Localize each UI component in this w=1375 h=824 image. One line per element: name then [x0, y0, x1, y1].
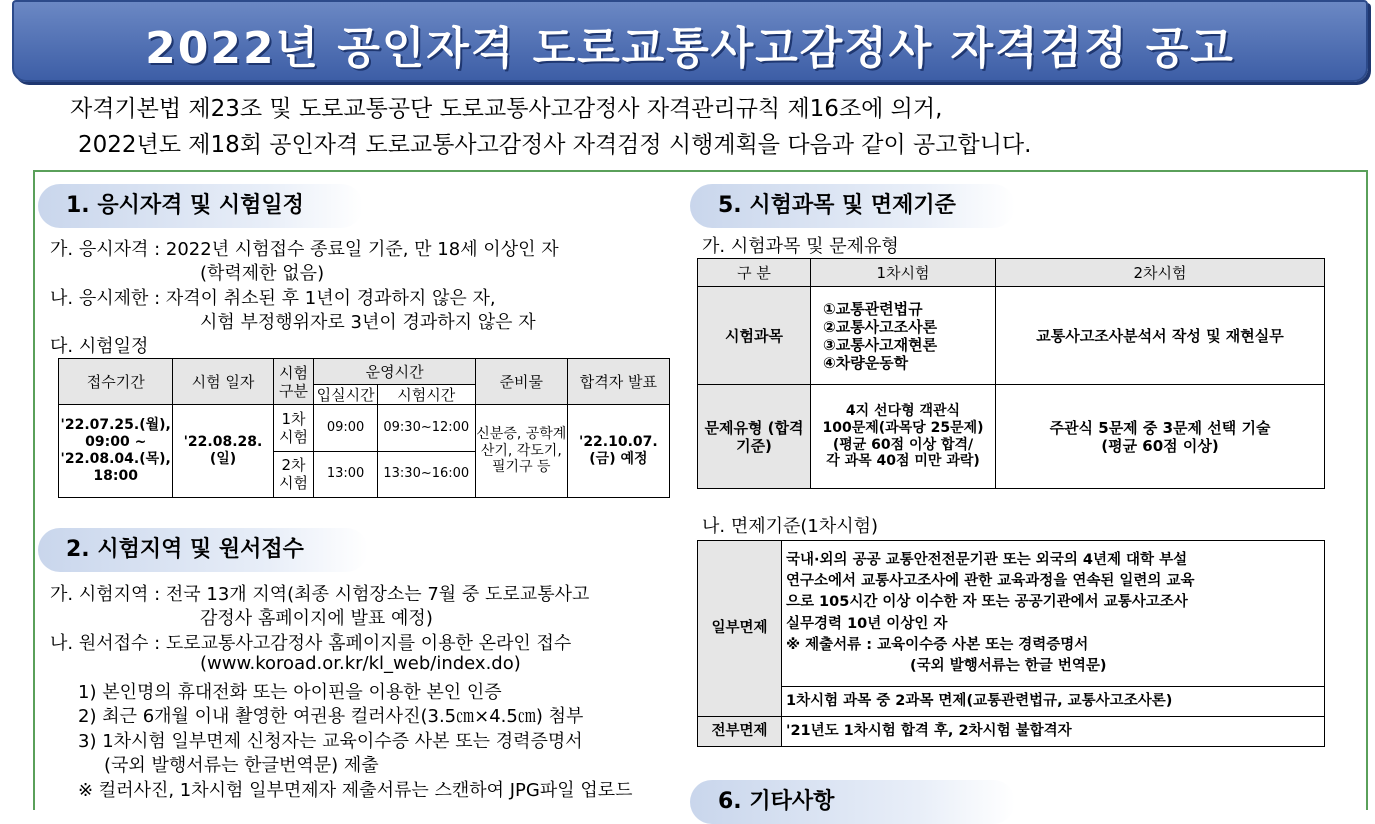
title-banner — [12, 0, 1368, 82]
cell-partial-detail: 1차시험 과목 중 2과목 면제(교통관련법규, 교통사고조사론) — [782, 687, 1325, 717]
row-label-subjects: 시험과목 — [698, 287, 811, 385]
section-1-heading: 1. 응시자격 및 시험일정 — [38, 184, 363, 228]
intro-line-2: 2022년도 제18회 공인자격 도로교통사고감정사 자격검정 시행계획을 다음과 같이 공고합니다. — [78, 132, 1032, 158]
s5-sub-a: 가. 시험과목 및 문제유형 — [702, 236, 899, 257]
partial-line-2: 연구소에서 교통사고조사에 관한 교육과정을 연속된 일련의 교육 — [786, 573, 1195, 590]
s2-line-3: 나. 원서접수 : 도로교통사고감정사 홈페이지를 이용한 온라인 접수 — [50, 633, 572, 654]
s1-line-4: 시험 부정행위자로 3년이 경과하지 않은 자 — [200, 312, 536, 333]
s5-sub-b: 나. 면제기준(1차시험) — [702, 516, 879, 537]
subject-2: ②교통사고조사론 — [823, 317, 938, 336]
subject-3: ③교통사고재현론 — [823, 335, 938, 354]
s2-line-1: 가. 시험지역 : 전국 13개 지역(최종 시험장소는 7월 중 도로교통사고 — [50, 584, 590, 605]
th-second-exam: 2차시험 — [996, 259, 1325, 287]
th-items: 준비물 — [475, 359, 567, 405]
intro-line-1: 자격기본법 제23조 및 도로교통공단 도로교통사고감정사 자격관리규칙 제16조에 의거, — [70, 96, 943, 122]
first-type-line-3: (평균 60점 이상 합격/ — [832, 436, 974, 453]
partial-line-1: 국내·외의 공공 교통안전전문기관 또는 외국의 4년제 대학 부설 — [786, 552, 1188, 569]
cell-type-2: 2차 시험 — [273, 451, 314, 498]
subject-4: ④차량운동학 — [823, 353, 909, 372]
s1-line-3: 나. 응시제한 : 자격이 취소된 후 1년이 경과하지 않은 자, — [50, 288, 496, 309]
cell-second-type — [996, 385, 1325, 489]
partial-line-5: ※ 제출서류 : 교육이수증 사본 또는 경력증명서 — [786, 636, 1089, 653]
cell-first-type — [811, 385, 996, 489]
cell-exam-2: 13:30~16:00 — [377, 451, 475, 498]
exemption-table — [697, 540, 1325, 747]
th-type: 시험 구분 — [273, 359, 314, 405]
cell-result: '22.10.07.(금) 예정 — [567, 405, 669, 498]
second-type-line-2: (평균 60점 이상) — [1101, 436, 1219, 455]
first-type-line-1: 4지 선다형 객관식 — [845, 402, 961, 419]
th-period: 접수기간 — [59, 359, 173, 405]
row-label-partial: 일부면제 — [698, 541, 782, 717]
row-label-full: 전부면제 — [698, 717, 782, 747]
subject-table — [697, 258, 1325, 489]
s2-line-4: (www.koroad.or.kr/kl_web/index.do) — [200, 653, 521, 674]
th-ops: 운영시간 — [314, 359, 475, 385]
s2-line-5: 1) 본인명의 휴대전화 또는 아이핀을 이용한 본인 인증 — [78, 682, 502, 703]
partial-line-3: 으로 105시간 이상 이수한 자 또는 공공기관에서 교통사고조사 — [786, 594, 1188, 611]
s1-line-1: 가. 응시자격 : 2022년 시험접수 종료일 기준, 만 18세 이상인 자 — [50, 239, 559, 260]
cell-date: '22.08.28.(일) — [173, 405, 273, 498]
s2-line-7: 3) 1차시험 일부면제 신청자는 교육이수증 사본 또는 경력증명서 — [78, 731, 583, 752]
cell-entry-1: 09:00 — [314, 405, 377, 452]
section-5-heading: 5. 시험과목 및 면제기준 — [690, 184, 1015, 228]
th-category: 구 분 — [698, 259, 811, 287]
cell-first-subjects — [811, 287, 996, 385]
cell-type-1: 1차 시험 — [273, 405, 314, 452]
cell-items: 신분증, 공학계산기, 각도기, 필기구 등 — [475, 405, 567, 498]
exam-schedule-table — [58, 358, 670, 498]
cell-second-subjects: 교통사고조사분석서 작성 및 재현실무 — [996, 287, 1325, 385]
th-date: 시험 일자 — [173, 359, 273, 405]
th-exam: 시험시간 — [377, 385, 475, 405]
s2-line-6: 2) 최근 6개월 이내 촬영한 여권용 컬러사진(3.5㎝×4.5㎝) 첨부 — [78, 706, 584, 727]
cell-exam-1: 09:30~12:00 — [377, 405, 475, 452]
th-entry: 입실시간 — [314, 385, 377, 405]
second-type-line-1: 주관식 5문제 중 3문제 선택 기술 — [1049, 418, 1271, 437]
s1-line-5: 다. 시험일정 — [50, 336, 149, 357]
th-result: 합격자 발표 — [567, 359, 669, 405]
s1-line-2: (학력제한 없음) — [200, 263, 325, 284]
section-6-heading: 6. 기타사항 — [690, 780, 1015, 824]
cell-partial-criteria — [782, 541, 1325, 687]
subject-1: ①교통관련법규 — [823, 299, 923, 318]
cell-full-criteria: '21년도 1차시험 합격 후, 2차시험 불합격자 — [782, 717, 1325, 747]
first-type-line-4: 각 과목 40점 미만 과락) — [826, 453, 980, 470]
s2-line-9: ※ 컬러사진, 1차시험 일부면제자 제출서류는 스캔하여 JPG파일 업로드 — [78, 780, 633, 801]
partial-line-6: (국외 발행서류는 한글 번역문) — [910, 657, 1107, 674]
s2-line-2: 감정사 홈페이지에 발표 예정) — [200, 608, 433, 629]
partial-line-4: 실무경력 10년 이상인 자 — [786, 615, 948, 632]
cell-entry-2: 13:00 — [314, 451, 377, 498]
row-label-question-type: 문제유형 (합격기준) — [698, 385, 811, 489]
th-first-exam: 1차시험 — [811, 259, 996, 287]
page-title: 2022년 공인자격 도로교통사고감정사 자격검정 공고 — [145, 23, 1235, 74]
section-2-heading: 2. 시험지역 및 원서접수 — [38, 528, 368, 572]
s2-line-8: (국외 발행서류는 한글번역문) 제출 — [104, 755, 379, 776]
cell-period: '22.07.25.(월), 09:00 ~ '22.08.04.(목), 18:00 — [59, 405, 173, 498]
first-type-line-2: 100문제(과목당 25문제) — [822, 419, 984, 436]
